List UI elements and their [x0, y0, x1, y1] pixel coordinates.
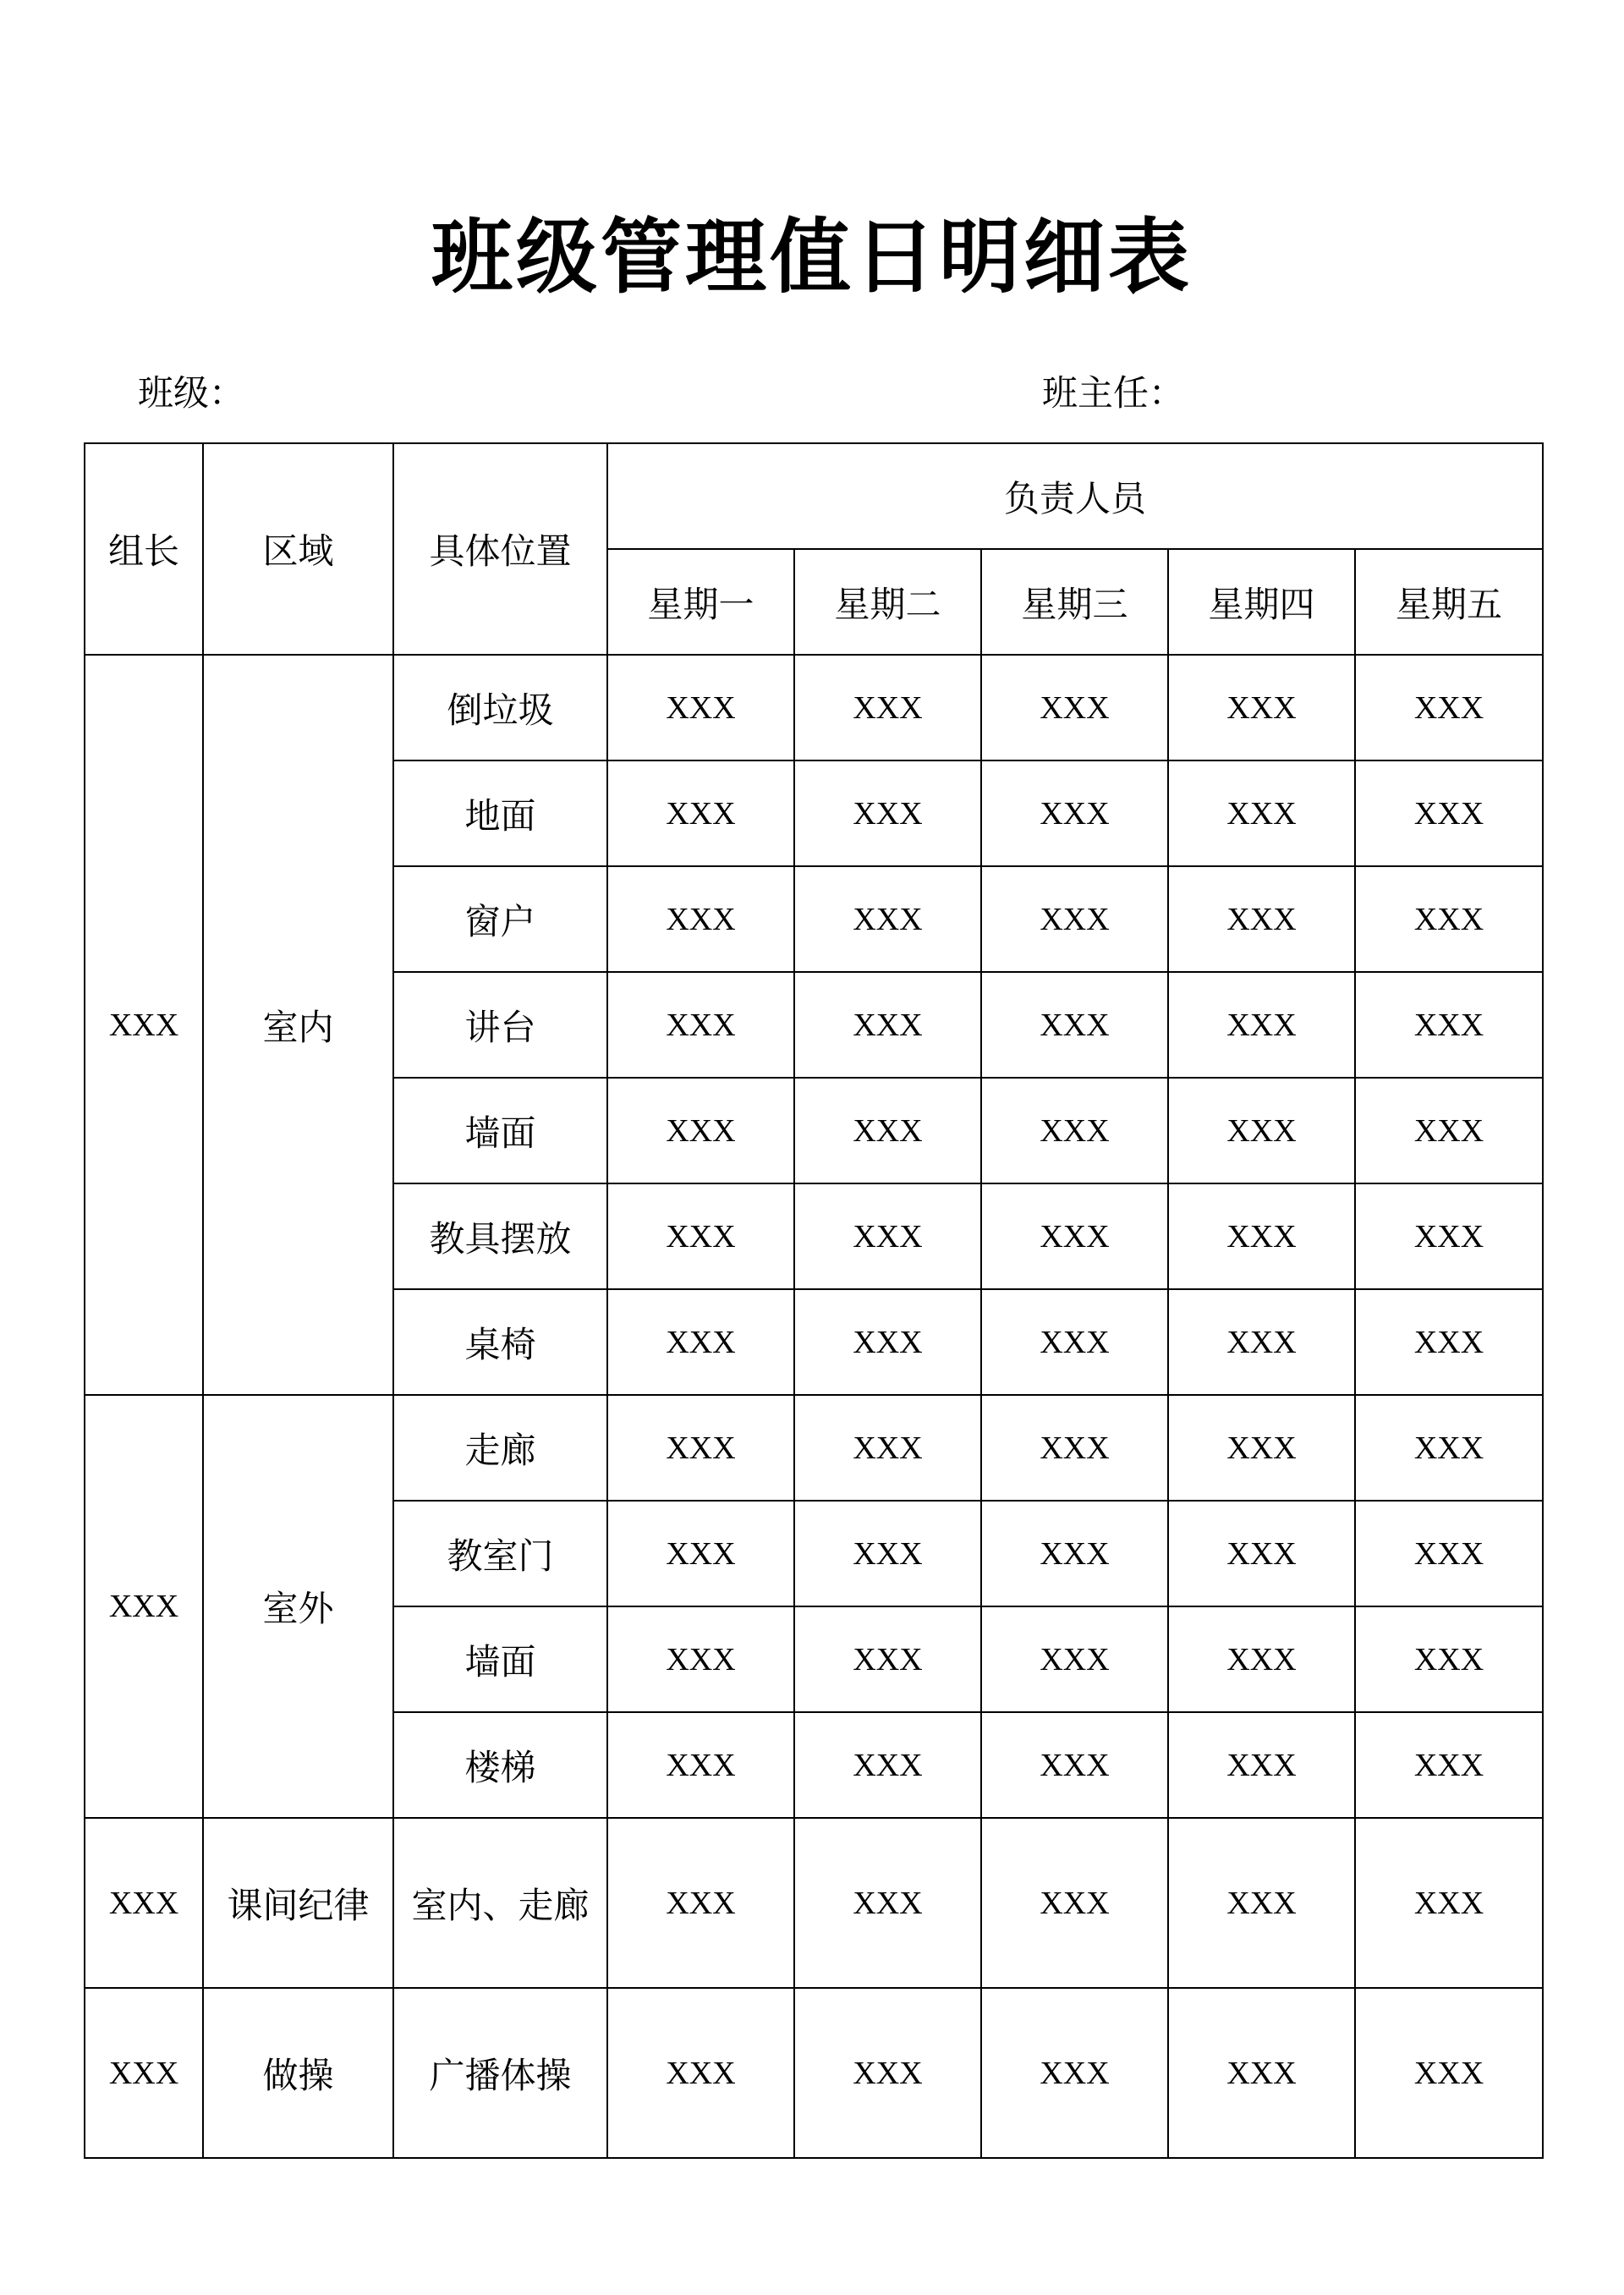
location-cell: 窗户: [393, 866, 607, 972]
location-cell: 桌椅: [393, 1289, 607, 1395]
person-cell: XXX: [1355, 1606, 1543, 1712]
group-leader-cell: XXX: [85, 655, 203, 1395]
location-cell: 讲台: [393, 972, 607, 1078]
location-cell: 倒垃圾: [393, 655, 607, 760]
person-cell: XXX: [794, 1183, 981, 1289]
person-cell: XXX: [1168, 1988, 1355, 2158]
person-cell: XXX: [607, 655, 794, 760]
person-cell: XXX: [1168, 866, 1355, 972]
person-cell: XXX: [1355, 1501, 1543, 1606]
person-cell: XXX: [981, 972, 1168, 1078]
person-cell: XXX: [794, 1395, 981, 1501]
person-cell: XXX: [1355, 1183, 1543, 1289]
person-cell: XXX: [981, 1078, 1168, 1183]
header-leader: 组长: [85, 443, 203, 655]
person-cell: XXX: [794, 1988, 981, 2158]
person-cell: XXX: [1168, 760, 1355, 866]
group-leader-cell: XXX: [85, 1395, 203, 1818]
person-cell: XXX: [1355, 655, 1543, 760]
person-cell: XXX: [1168, 1289, 1355, 1395]
person-cell: XXX: [1168, 1395, 1355, 1501]
person-cell: XXX: [1168, 1183, 1355, 1289]
table-row: [85, 1395, 1543, 1501]
area-cell: 课间纪律: [203, 1818, 393, 1988]
person-cell: XXX: [1168, 1606, 1355, 1712]
location-cell: 室内、走廊: [393, 1818, 607, 1988]
person-cell: XXX: [794, 655, 981, 760]
person-cell: XXX: [607, 1395, 794, 1501]
person-cell: XXX: [981, 1289, 1168, 1395]
person-cell: XXX: [607, 1988, 794, 2158]
group-leader-cell: XXX: [85, 1818, 203, 1988]
person-cell: XXX: [1168, 1818, 1355, 1988]
person-cell: XXX: [794, 1501, 981, 1606]
person-cell: XXX: [607, 1606, 794, 1712]
person-cell: XXX: [1355, 1395, 1543, 1501]
location-cell: 走廊: [393, 1395, 607, 1501]
person-cell: XXX: [1168, 655, 1355, 760]
person-cell: XXX: [794, 1712, 981, 1818]
person-cell: XXX: [794, 760, 981, 866]
person-cell: XXX: [1355, 1712, 1543, 1818]
person-cell: XXX: [1355, 866, 1543, 972]
area-cell: 做操: [203, 1988, 393, 2158]
header-day-tue: 星期二: [794, 549, 981, 655]
person-cell: XXX: [981, 1818, 1168, 1988]
table-row: [85, 655, 1543, 760]
header-day-thu: 星期四: [1168, 549, 1355, 655]
person-cell: XXX: [794, 1078, 981, 1183]
table-row: [85, 1988, 1543, 2158]
person-cell: XXX: [794, 972, 981, 1078]
duty-table: [84, 442, 1544, 2159]
person-cell: XXX: [607, 1712, 794, 1818]
person-cell: XXX: [1355, 760, 1543, 866]
location-cell: 广播体操: [393, 1988, 607, 2158]
person-cell: XXX: [981, 1183, 1168, 1289]
person-cell: XXX: [981, 1988, 1168, 2158]
person-cell: XXX: [981, 1501, 1168, 1606]
duty-table-body: [85, 443, 1543, 2158]
person-cell: XXX: [607, 1183, 794, 1289]
location-cell: 墙面: [393, 1606, 607, 1712]
person-cell: XXX: [1355, 1988, 1543, 2158]
location-cell: 地面: [393, 760, 607, 866]
person-cell: XXX: [1355, 1289, 1543, 1395]
person-cell: XXX: [607, 1078, 794, 1183]
person-cell: XXX: [1168, 1078, 1355, 1183]
person-cell: XXX: [794, 866, 981, 972]
header-day-fri: 星期五: [1355, 549, 1543, 655]
page-title: 班级管理值日明细表: [431, 209, 1193, 305]
location-cell: 墙面: [393, 1078, 607, 1183]
person-cell: XXX: [1355, 1818, 1543, 1988]
table-row: [85, 1818, 1543, 1988]
person-cell: XXX: [607, 1501, 794, 1606]
person-cell: XXX: [794, 1818, 981, 1988]
person-cell: XXX: [981, 1606, 1168, 1712]
person-cell: XXX: [1355, 1078, 1543, 1183]
location-cell: 教具摆放: [393, 1183, 607, 1289]
header-responsible: 负责人员: [607, 443, 1543, 549]
person-cell: XXX: [794, 1606, 981, 1712]
header-area: 区域: [203, 443, 393, 655]
person-cell: XXX: [981, 866, 1168, 972]
person-cell: XXX: [607, 972, 794, 1078]
head-teacher-label: 班主任：: [1042, 372, 1185, 414]
person-cell: XXX: [981, 1712, 1168, 1818]
person-cell: XXX: [981, 655, 1168, 760]
location-cell: 楼梯: [393, 1712, 607, 1818]
person-cell: XXX: [981, 760, 1168, 866]
header-row-1: [85, 443, 1543, 549]
person-cell: XXX: [1355, 972, 1543, 1078]
person-cell: XXX: [607, 1289, 794, 1395]
area-cell: 室外: [203, 1395, 393, 1818]
person-cell: XXX: [1168, 1712, 1355, 1818]
group-leader-cell: XXX: [85, 1988, 203, 2158]
person-cell: XXX: [794, 1289, 981, 1395]
area-cell: 室内: [203, 655, 393, 1395]
location-cell: 教室门: [393, 1501, 607, 1606]
person-cell: XXX: [607, 1818, 794, 1988]
header-day-wed: 星期三: [981, 549, 1168, 655]
header-location: 具体位置: [393, 443, 607, 655]
person-cell: XXX: [607, 760, 794, 866]
person-cell: XXX: [981, 1395, 1168, 1501]
header-day-mon: 星期一: [607, 549, 794, 655]
person-cell: XXX: [607, 866, 794, 972]
person-cell: XXX: [1168, 1501, 1355, 1606]
person-cell: XXX: [1168, 972, 1355, 1078]
class-label: 班级：: [138, 372, 245, 414]
